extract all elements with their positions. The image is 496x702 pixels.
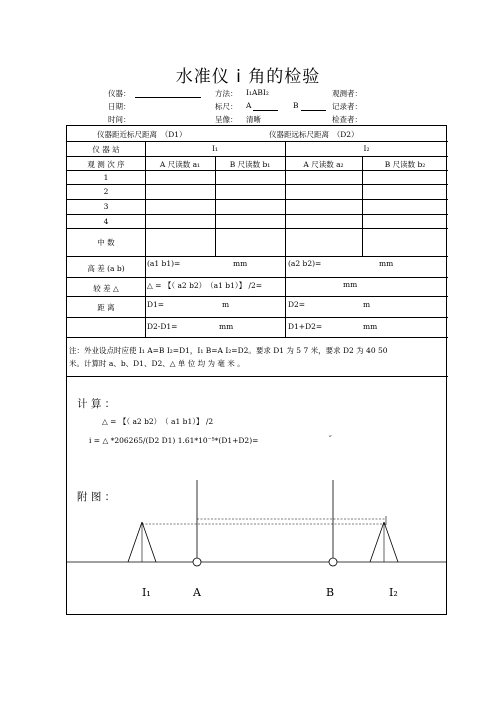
- time-label: 时间：: [108, 115, 131, 124]
- d1-expr: D1=: [147, 300, 165, 309]
- calc-line-2: i = △ *206265/(D2 D1) 1.61*10⁻⁵*(D1+D2)=: [89, 436, 259, 445]
- d2-expr: D2=: [288, 300, 306, 309]
- height-diff-label: 高 差 (a b): [87, 264, 125, 273]
- point-b-marker: [329, 558, 337, 566]
- leveling-diagram: [66, 480, 447, 600]
- staff-b-field[interactable]: [301, 101, 326, 111]
- note-line-2: 米。计算时 a、b、D1、D2、△ 单 位 均 为 毫 米 。: [69, 359, 245, 368]
- station-1: I₁: [212, 144, 218, 153]
- staff-b-label: B: [293, 101, 299, 110]
- h1-unit: mm: [233, 259, 248, 268]
- dist-near-label: 仪器距近标尺距离 （D1）: [97, 130, 187, 139]
- instrument-field[interactable]: [135, 88, 201, 98]
- d2d1-expr: D2-D1=: [147, 322, 178, 331]
- instrument-label: 仪器：: [108, 89, 131, 98]
- observer-label: 观测者：: [332, 89, 362, 98]
- h1-expr: (a1 b1)=: [147, 259, 181, 268]
- label-i2: I₂: [389, 586, 398, 599]
- mean-label: 中 数: [97, 238, 115, 247]
- order-label: 观 测 次 序: [87, 160, 125, 169]
- diff-unit: mm: [343, 280, 358, 289]
- figure-label: 附 图 ：: [77, 491, 116, 503]
- col-b1: B 尺读数 b₁: [229, 160, 271, 169]
- calc-line-1: △ = 【（ a2 b2） （ a1 b1）】 /2: [102, 417, 214, 426]
- d2d1-unit: mm: [219, 322, 234, 331]
- calc-line-2-unit: ″: [329, 434, 332, 443]
- row-number: 4: [103, 217, 109, 226]
- station-2: I₂: [363, 144, 370, 153]
- dist-far-label: 仪器距远标尺距离 （D2）: [269, 130, 359, 139]
- col-b2: B 尺读数 b₂: [384, 160, 426, 169]
- row-number: 3: [103, 202, 109, 211]
- recorder-label: 记录者：: [332, 102, 362, 111]
- label-i1: I₁: [142, 586, 151, 599]
- col-a1: A 尺读数 a₁: [159, 160, 201, 169]
- staff-a-label: A: [246, 101, 252, 110]
- image-value: 清晰: [246, 115, 261, 124]
- staff-label: 标尺：: [215, 102, 238, 111]
- h2-unit: mm: [379, 259, 394, 268]
- calc-label: 计 算 ：: [77, 398, 116, 410]
- row-number: 2: [103, 187, 109, 196]
- image-label: 呈像：: [215, 115, 238, 124]
- station-label: 仪 器 站: [92, 145, 120, 154]
- checker-label: 检查者：: [332, 115, 362, 124]
- tripod-left-icon: [128, 522, 156, 562]
- diff-expr: △ = 【（ a2 b2） （a1 b1）】 /2=: [147, 281, 263, 290]
- label-b: B: [326, 586, 335, 599]
- d2-unit: m: [363, 300, 371, 309]
- h2-expr: (a2 b2)=: [288, 259, 322, 268]
- distance-label: 距 离: [97, 303, 115, 312]
- note-line-1: 注：外业设点时应使 I₁ A=B I₂=D1，I₁ B=A I₂=D2。要求 D1 为 5 7 米，要求 D2 为 40 50: [69, 346, 388, 355]
- row-number: 1: [103, 173, 109, 182]
- d1d2-unit: mm: [363, 322, 378, 331]
- d1d2-expr: D1+D2=: [288, 322, 323, 331]
- method-value: I₁ABI₂: [246, 88, 269, 97]
- d1-unit: m: [222, 300, 230, 309]
- label-a: A: [193, 586, 201, 599]
- tripod-right-icon: [370, 522, 398, 562]
- col-a2: A 尺读数 a₂: [303, 160, 344, 169]
- staff-a-field[interactable]: [253, 101, 278, 111]
- date-label: 日期：: [108, 102, 131, 111]
- diff-label: 较 差 △: [93, 284, 119, 293]
- point-a-marker: [193, 558, 201, 566]
- page-title: 水准仪 i 角的检验: [175, 67, 321, 87]
- method-label: 方法：: [215, 89, 238, 98]
